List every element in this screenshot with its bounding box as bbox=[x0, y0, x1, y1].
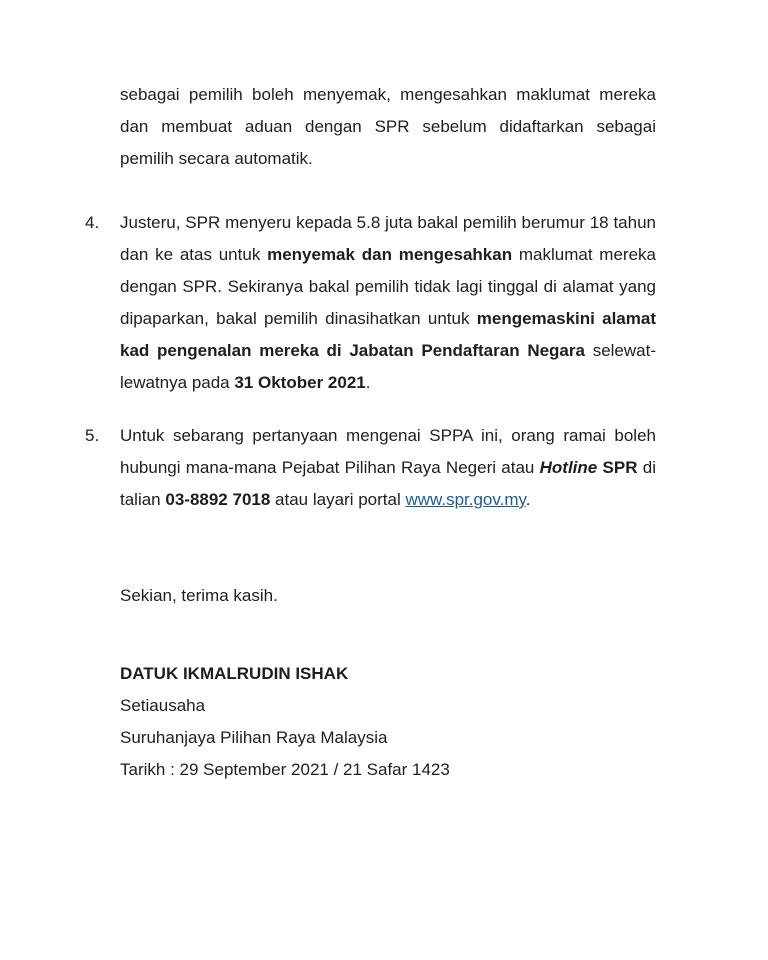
text-segment-bold-italic: Hotline bbox=[539, 458, 598, 477]
signatory-name: DATUK IKMALRUDIN ISHAK bbox=[120, 664, 349, 683]
text-segment: . bbox=[525, 490, 531, 509]
spr-portal-link[interactable]: www.spr.gov.my bbox=[405, 490, 526, 509]
text-segment: maklumat mereka dengan SPR. Sekiranya bakal pemilih tidak lagi tinggal di alamat yang dipaparkan, bakal pemilih dinasihatkan untuk bbox=[120, 245, 656, 328]
text-segment-bold: mengemaskini alamat kad pengenalan mereka di Jabatan Pendaftaran Negara bbox=[120, 309, 656, 360]
text-segment: . bbox=[365, 373, 371, 392]
closing-line: Sekian, terima kasih. bbox=[120, 586, 278, 605]
list-item-5-paragraph bbox=[120, 420, 656, 516]
paragraph-continuation bbox=[120, 79, 656, 175]
text-segment: Justeru, SPR menyeru kepada 5.8 juta bakal pemilih berumur 18 tahun dan ke atas untuk bbox=[120, 213, 656, 264]
paragraph-continuation-text: sebagai pemilih boleh menyemak, mengesahkan maklumat mereka dan membuat aduan dengan SPR sebelum didaftarkan sebagai pemilih secara automatik. bbox=[120, 85, 656, 168]
list-item-4-paragraph bbox=[120, 207, 656, 399]
text-segment-bold: SPR bbox=[602, 458, 638, 477]
list-item-4 bbox=[85, 207, 657, 399]
text-segment-bold: 03-8892 7018 bbox=[165, 490, 271, 509]
text-segment: atau layari portal bbox=[270, 490, 406, 509]
list-item-4-number: 4. bbox=[85, 213, 100, 232]
signatory-organization: Suruhanjaya Pilihan Raya Malaysia bbox=[120, 728, 388, 747]
text-segment: selewat-lewatnya pada bbox=[120, 341, 657, 392]
list-item-5 bbox=[85, 420, 656, 516]
list-item-5-number: 5. bbox=[85, 426, 100, 445]
signature-block bbox=[120, 658, 656, 786]
date-line: Tarikh : 29 September 2021 / 21 Safar 1423 bbox=[120, 760, 450, 779]
text-segment-bold: 31 Oktober 2021 bbox=[234, 373, 366, 392]
text-segment: di talian bbox=[120, 458, 656, 509]
text-segment: Untuk sebarang pertanyaan mengenai SPPA ini, orang ramai boleh hubungi mana-mana Pejabat Pilihan Raya Negeri atau bbox=[120, 426, 656, 477]
text-segment-bold: menyemak dan mengesahkan bbox=[267, 245, 513, 264]
signatory-title: Setiausaha bbox=[120, 696, 206, 715]
